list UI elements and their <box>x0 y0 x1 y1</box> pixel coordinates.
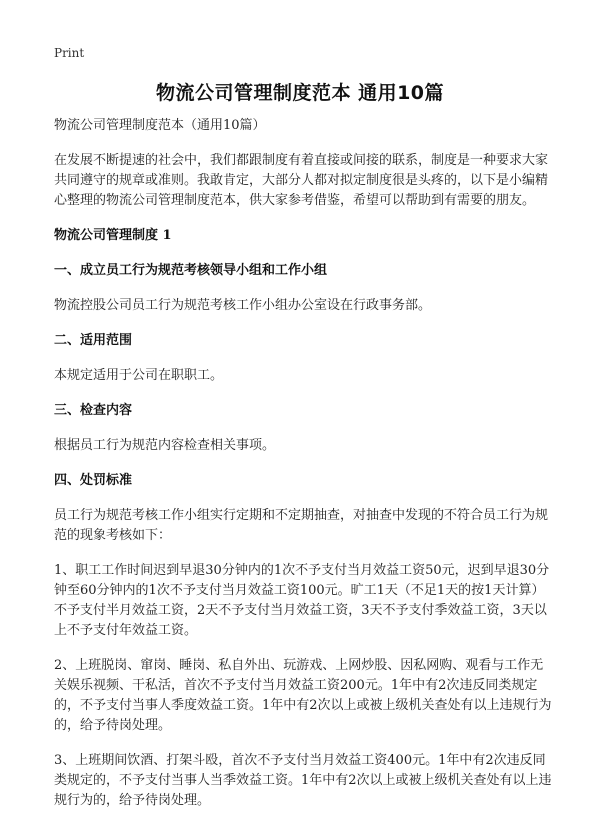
paragraph-four: 员工行为规范考核工作小组实行定期和不定期抽查，对抽查中发现的不符合员工行为规范的现象考核如下： <box>54 508 549 543</box>
document-title: 物流公司管理制度范本 通用10篇 <box>155 82 445 104</box>
heading-three: 三、检查内容 <box>54 403 133 418</box>
paragraph-one: 物流控股公司员工行为规范考核工作小组办公室设在行政事务部。 <box>54 298 432 313</box>
list-item: 2、上班脱岗、窜岗、睡岗、私自外出、玩游戏、上网炒股、因私网购、观看与工作无关娱乐视频、干私活，首次不予支付当月效益工资200元。1年中有2次违反同类规定的，不予支付当事人季度效益工资。1年中有2次以上或被上级机关查处有以上违规行为的，给予待岗处理。 <box>54 658 552 733</box>
intro-paragraph: 在发展不断提速的社会中，我们都跟制度有着直接或间接的联系，制度是一种要求大家共同遵守的规章或准则。我敢肯定，大部分人都对拟定制度很是头疼的，以下是小编精心整理的物流公司管理制度范本，供大家参考借鉴，希望可以帮助到有需要的朋友。 <box>54 153 549 208</box>
print-link[interactable]: Print <box>54 46 85 60</box>
heading-four: 四、处罚标准 <box>54 473 133 488</box>
section-heading: 物流公司管理制度 1 <box>54 228 172 243</box>
list-item: 1、职工工作时间迟到早退30分钟内的1次不予支付当月效益工资50元，迟到早退30分钟至60分钟内的1次不予支付当月效益工资100元。旷工1天（不足1天的按1天计算）不予支付半月效益工资，2天不予支付当月效益工资，3天不予支付季效益工资，3天以上不予支付年效益工资。 <box>54 563 550 638</box>
paragraph-three: 根据员工行为规范内容检查相关事项。 <box>54 438 276 453</box>
heading-two: 二、适用范围 <box>54 333 133 348</box>
document-body <box>54 116 554 826</box>
list-item: 3、上班期间饮酒、打架斗殴，首次不予支付当月效益工资400元。1年中有2次违反同类规定的，不予支付当事人当季效益工资。1年中有2次以上或被上级机关查处有以上违规行为的，给予待岗处理。 <box>54 753 552 808</box>
subtitle: 物流公司管理制度范本（通用10篇） <box>54 118 266 133</box>
paragraph-two: 本规定适用于公司在职职工。 <box>54 368 224 383</box>
heading-one: 一、成立员工行为规范考核领导小组和工作小组 <box>54 263 328 278</box>
